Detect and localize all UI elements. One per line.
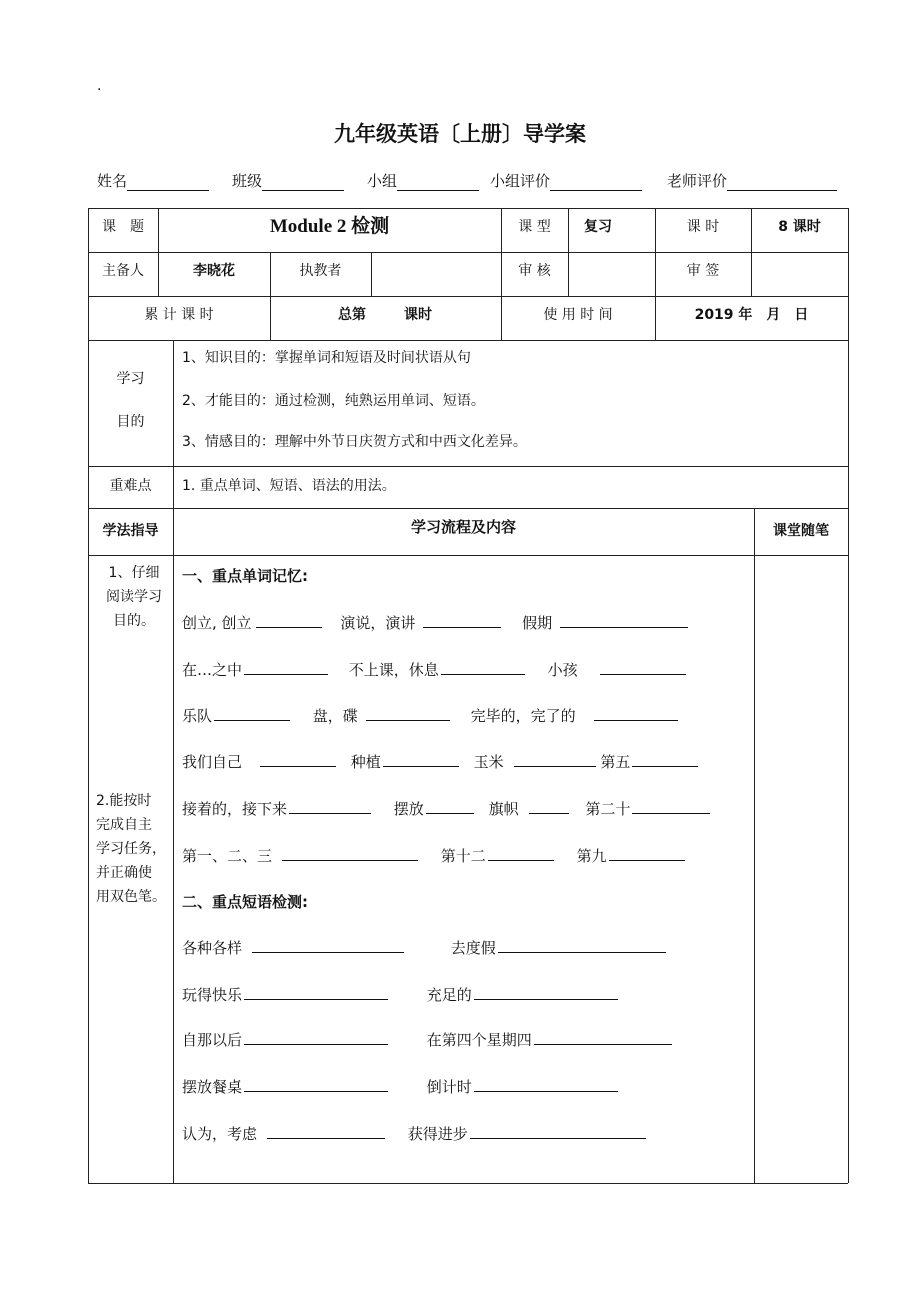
group-eval-field[interactable] — [490, 170, 642, 191]
group-eval-label: 小组评价 — [490, 172, 551, 190]
type-value: 复习 — [584, 219, 612, 235]
method-header: 学法指导 — [102, 523, 159, 539]
answer-blank[interactable] — [267, 1124, 385, 1139]
method-tip-2: 2.能按时 完成自主 学习任务， 并正确使 用双色笔。 — [96, 793, 166, 905]
teacher-eval-label: 老师评价 — [667, 172, 728, 190]
page-dot: . — [97, 78, 102, 94]
answer-blank[interactable] — [498, 938, 666, 953]
student-info-bar — [97, 170, 842, 192]
answer-blank[interactable] — [470, 1124, 646, 1139]
date-value: 2019 年 月 日 — [694, 307, 809, 323]
phrase-row: 自那以后 在第四个星期四 — [182, 1029, 672, 1050]
answer-blank[interactable] — [244, 660, 328, 675]
answer-blank[interactable] — [289, 799, 371, 814]
goal-item: 3、情感目的：理解中外节日庆贺方式和中西文化差异。 — [182, 434, 527, 450]
cumulative-value-a: 总第 — [338, 307, 366, 323]
section1-title: 一、重点单词记忆: — [182, 567, 308, 585]
method-tip-1: 1、仔细 阅读学习 目的。 — [106, 565, 162, 629]
answer-blank[interactable] — [600, 660, 686, 675]
name-label: 姓名 — [97, 172, 128, 190]
group-label: 小组 — [367, 172, 398, 190]
difficulty-label: 重难点 — [109, 478, 152, 494]
preparer-value: 李晓花 — [193, 263, 235, 279]
word-row: 接着的，接下来 摆放 旗帜 第二十 — [182, 798, 710, 819]
review-label: 审 核 — [518, 263, 551, 279]
answer-blank[interactable] — [282, 846, 418, 861]
goals-label-b: 目的 — [116, 414, 145, 430]
answer-blank[interactable] — [609, 846, 685, 861]
answer-blank[interactable] — [252, 938, 404, 953]
phrase-row: 各种各样 去度假 — [182, 937, 666, 958]
teacher-label: 执教者 — [299, 263, 342, 279]
answer-blank[interactable] — [260, 752, 336, 767]
answer-blank[interactable] — [474, 1077, 618, 1092]
answer-blank[interactable] — [441, 660, 525, 675]
class-label: 班级 — [232, 172, 263, 190]
word-row: 我们自己 种植 玉米 第五 — [182, 751, 698, 772]
teacher-eval-field[interactable] — [667, 170, 837, 191]
phrase-row: 摆放餐桌 倒计时 — [182, 1076, 618, 1097]
answer-blank[interactable] — [594, 706, 678, 721]
group-field[interactable] — [367, 170, 479, 191]
hours-value: 8 课时 — [778, 219, 821, 235]
name-field[interactable] — [97, 170, 209, 191]
phrase-row: 玩得快乐 充足的 — [182, 984, 618, 1005]
answer-blank[interactable] — [488, 846, 554, 861]
topic-label: 课 题 — [102, 219, 144, 235]
answer-blank[interactable] — [423, 613, 501, 628]
word-row: 创立, 创立 演说，演讲 假期 — [182, 612, 688, 633]
difficulty-value: 1. 重点单词、短语、语法的用法。 — [182, 478, 396, 494]
answer-blank[interactable] — [244, 1030, 388, 1045]
class-field[interactable] — [232, 170, 344, 191]
answer-blank[interactable] — [244, 985, 388, 1000]
answer-blank[interactable] — [426, 799, 474, 814]
sign-label: 审 签 — [686, 263, 720, 279]
goal-item: 1、知识目的：掌握单词和短语及时间状语从句 — [182, 350, 471, 366]
type-label: 课 型 — [518, 219, 551, 235]
use-time-label: 使 用 时 间 — [543, 307, 613, 323]
word-row: 乐队 盘，碟 完毕的，完了的 — [182, 705, 678, 726]
answer-blank[interactable] — [474, 985, 618, 1000]
notes-header: 课堂随笔 — [773, 523, 829, 539]
answer-blank[interactable] — [534, 1030, 672, 1045]
section2-title: 二、重点短语检测: — [182, 893, 308, 911]
answer-blank[interactable] — [632, 799, 710, 814]
topic-value: Module 2 检测 — [269, 216, 390, 237]
answer-blank[interactable] — [514, 752, 596, 767]
preparer-label: 主备人 — [102, 263, 144, 279]
phrase-row: 认为，考虑 获得进步 — [182, 1123, 646, 1144]
answer-blank[interactable] — [529, 799, 569, 814]
word-row: 在…之中 不上课，休息 小孩 — [182, 659, 686, 680]
answer-blank[interactable] — [214, 706, 290, 721]
hours-label: 课 时 — [686, 219, 720, 235]
answer-blank[interactable] — [560, 613, 688, 628]
word-row: 第一、二、三 第十二 第九 — [182, 845, 685, 866]
answer-blank[interactable] — [383, 752, 459, 767]
cumulative-value-b: 课时 — [404, 307, 432, 323]
content-header: 学习流程及内容 — [410, 518, 516, 536]
goals-label-a: 学习 — [116, 371, 145, 387]
answer-blank[interactable] — [256, 613, 322, 628]
answer-blank[interactable] — [244, 1077, 388, 1092]
page-title: 九年级英语〔上册〕导学案 — [334, 122, 586, 146]
answer-blank[interactable] — [632, 752, 698, 767]
cumulative-label: 累 计 课 时 — [144, 307, 214, 323]
goal-item: 2、才能目的：通过检测，纯熟运用单词、短语。 — [182, 393, 485, 409]
answer-blank[interactable] — [366, 706, 450, 721]
